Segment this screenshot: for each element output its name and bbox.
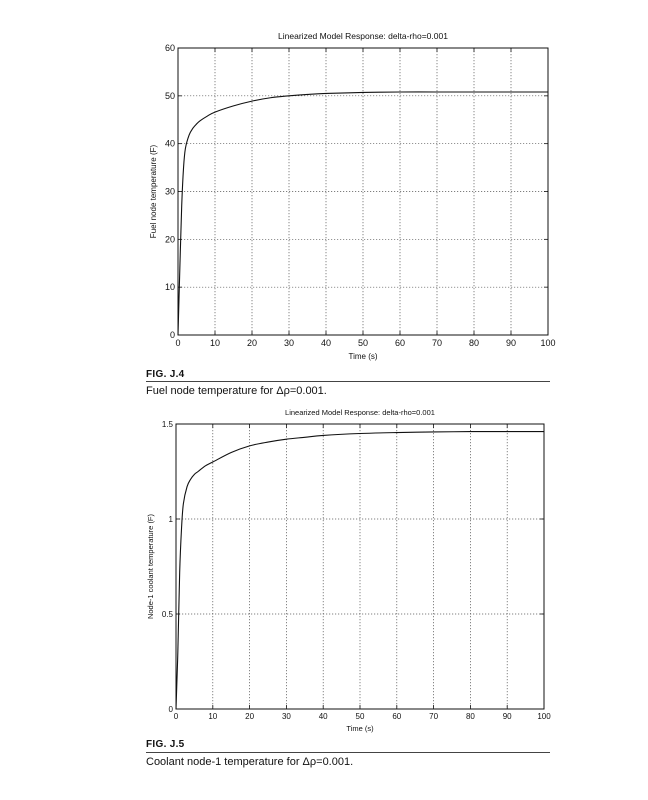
- chart-1-y-tick-label: 0: [169, 330, 175, 340]
- chart-2-x-tick-label: 60: [392, 712, 402, 721]
- chart-2-x-tick-label: 100: [537, 712, 551, 721]
- chart-2-y-tick-label: 1.5: [161, 420, 173, 429]
- chart-2-y-tick-label: 0.5: [161, 610, 173, 619]
- chart-1-x-tick-label: 0: [175, 338, 181, 348]
- chart-1-x-tick-label: 20: [246, 338, 258, 348]
- chart-1-title: Linearized Model Response: delta-rho=0.001: [278, 31, 448, 41]
- chart-2-x-axis-label: Time (s): [346, 724, 374, 733]
- chart-1-y-tick-label: 10: [164, 282, 175, 293]
- chart-1-x-tick-label: 60: [394, 338, 406, 348]
- chart-2-x-tick-label: 80: [465, 712, 475, 721]
- figure-1-rule: [146, 381, 550, 382]
- chart-1-x-tick-label: 80: [468, 338, 480, 348]
- figure-1-caption: Fuel node temperature for Δρ=0.001.: [146, 385, 327, 397]
- chart-1-x-tick-label: 30: [283, 338, 295, 348]
- chart-1-y-tick-label: 30: [164, 186, 175, 197]
- chart-2-title: Linearized Model Response: delta-rho=0.001: [285, 408, 435, 417]
- figure-2-caption: Coolant node-1 temperature for Δρ=0.001.: [146, 756, 354, 768]
- chart-2-x-tick-label: 50: [355, 712, 365, 721]
- chart-1-y-tick-label: 60: [164, 43, 175, 53]
- chart-1-y-tick-label: 40: [164, 138, 175, 149]
- chart-2-y-tick-label: 0: [168, 705, 173, 714]
- chart-2-x-tick-label: 20: [245, 712, 255, 721]
- chart-2-x-tick-label: 30: [281, 712, 291, 721]
- chart-2-x-tick-label: 70: [429, 712, 439, 721]
- chart-2-x-tick-label: 40: [318, 712, 328, 721]
- chart-1-x-tick-label: 10: [209, 338, 221, 348]
- chart-1-y-axis-label: Fuel node temperature (F): [149, 144, 158, 239]
- figure-2-rule: [146, 752, 550, 753]
- figure-2-label: FIG. J.5: [146, 739, 185, 750]
- chart-1-x-tick-label: 50: [357, 338, 369, 348]
- figure-1-label: FIG. J.4: [146, 369, 185, 380]
- chart-1-y-tick-label: 50: [164, 90, 175, 101]
- chart-1-x-tick-label: 70: [431, 338, 443, 348]
- chart-2-x-tick-label: 10: [208, 712, 218, 721]
- chart-2-x-tick-label: 90: [502, 712, 512, 721]
- chart-1-x-tick-label: 100: [540, 338, 556, 348]
- chart-1-x-tick-label: 40: [320, 338, 332, 348]
- chart-2-y-tick-label: 1: [168, 515, 173, 524]
- chart-1-x-tick-label: 90: [505, 338, 517, 348]
- chart-2-y-axis-label: Node-1 coolant temperature (F): [146, 513, 155, 620]
- chart-1-x-axis-label: Time (s): [348, 352, 378, 361]
- chart-2-x-tick-label: 0: [173, 712, 179, 721]
- chart-1-y-tick-label: 20: [164, 234, 175, 245]
